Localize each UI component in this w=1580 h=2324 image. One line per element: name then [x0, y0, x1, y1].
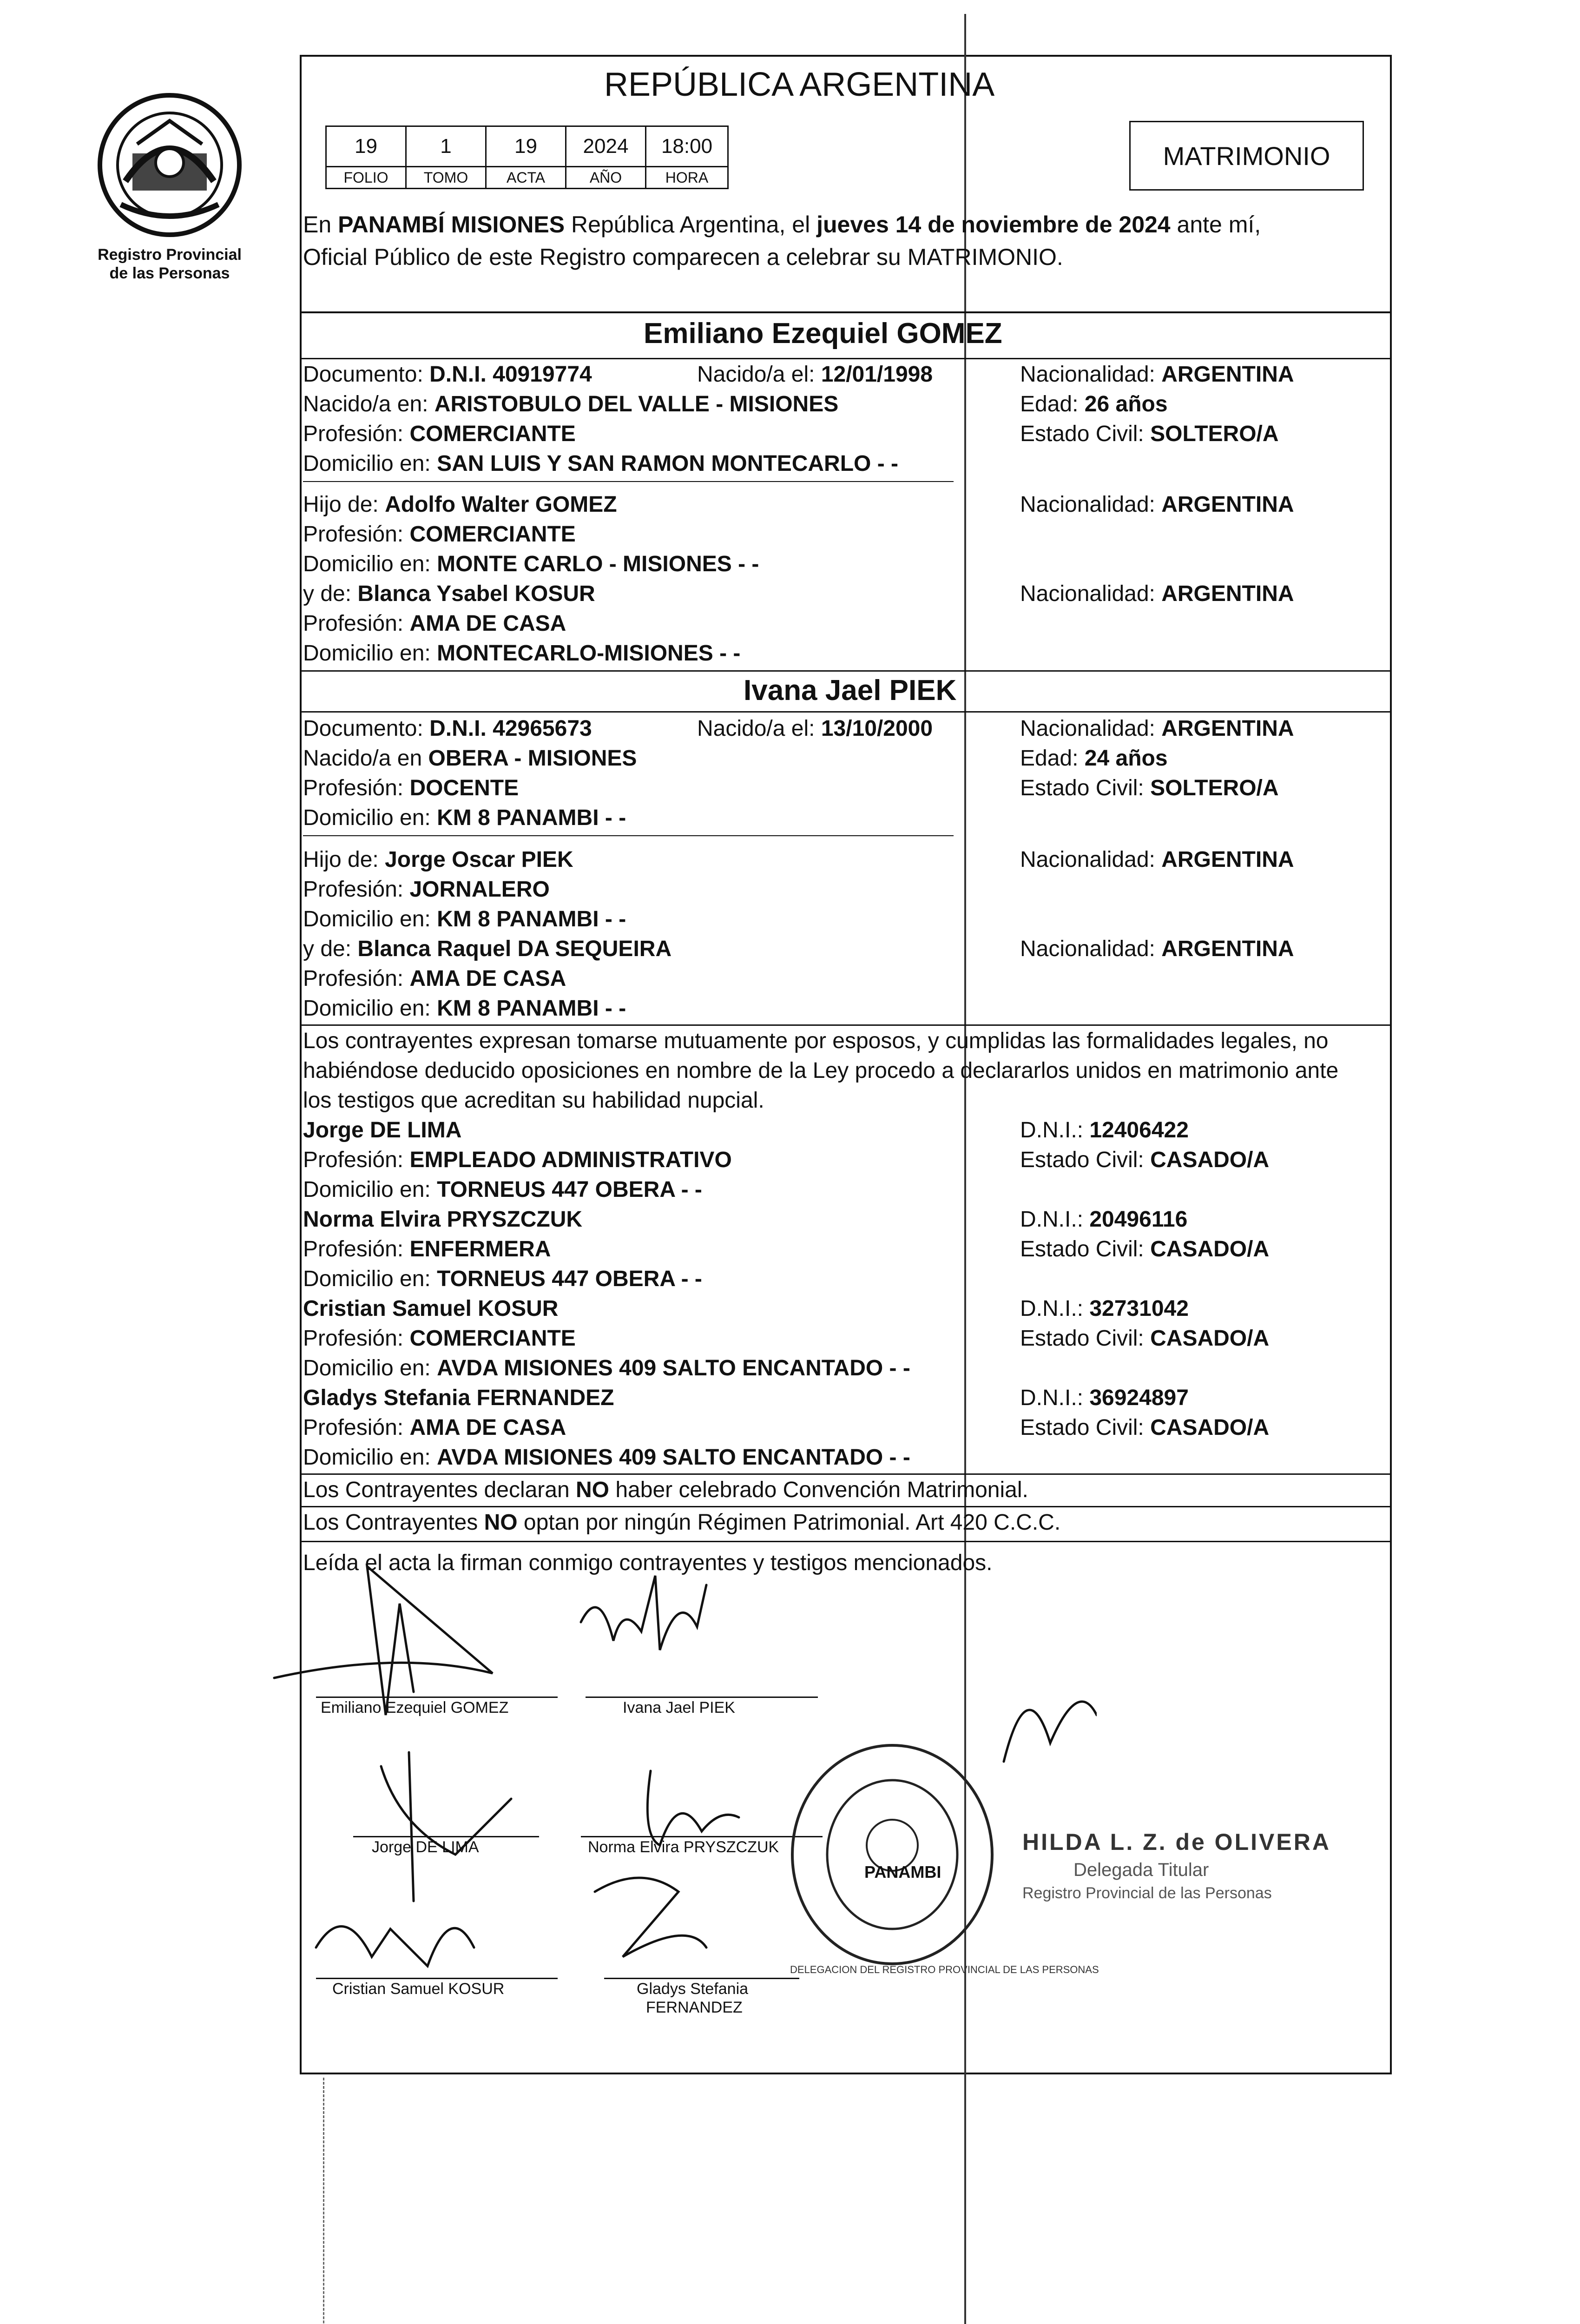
- divider: [303, 835, 954, 836]
- folio-value: 19: [325, 125, 407, 167]
- prof-label: Profesión:: [303, 1415, 410, 1440]
- witness-civil: CASADO/A: [1150, 1237, 1270, 1261]
- declaration-line1: Los contrayentes expresan tomarse mutuamente por esposos, y cumplidas las formalidades legales, no: [303, 1029, 1329, 1053]
- spouse2-father-prof: JORNALERO: [409, 877, 550, 902]
- official-signature-icon: [1004, 1702, 1097, 1762]
- doc-label: Documento:: [303, 716, 430, 741]
- witness-prof: EMPLEADO ADMINISTRATIVO: [409, 1148, 732, 1172]
- spouse1-birthplace: ARISTOBULO DEL VALLE - MISIONES: [434, 392, 839, 416]
- father-label: Hijo de:: [303, 492, 385, 517]
- hora-label: HORA: [645, 166, 729, 189]
- nat-label: Nacionalidad:: [1020, 362, 1162, 387]
- civil-label: Estado Civil:: [1020, 776, 1151, 800]
- signature-4-icon: [647, 1771, 739, 1845]
- prof-label: Profesión:: [303, 776, 410, 800]
- signature-name-2: Ivana Jael PIEK: [623, 1699, 735, 1717]
- mother-label: y de:: [303, 581, 358, 606]
- stamp-ring: DELEGACION DEL REGISTRO PROVINCIAL DE LAS PERSONAS: [790, 1964, 1099, 1975]
- declaration-line3: los testigos que acreditan su habilidad nupcial.: [303, 1088, 764, 1113]
- signature-2-icon: [581, 1576, 706, 1650]
- spouse2-name: Ivana Jael PIEK: [744, 674, 957, 706]
- witness-name: Norma Elvira PRYSZCZUK: [303, 1207, 583, 1232]
- declaration-line2: habiéndose deducido oposiciones en nombre de la Ley procedo a declararlos unidos en matrimonio ante: [303, 1058, 1339, 1083]
- divider: [300, 711, 1392, 713]
- witness-name: Jorge DE LIMA: [303, 1118, 462, 1142]
- delegation-stamp: [785, 1738, 1099, 1975]
- anio-value: 2024: [565, 125, 646, 167]
- spouse2-nat: ARGENTINA: [1161, 716, 1294, 741]
- spouse1-mother-nat: ARGENTINA: [1161, 581, 1294, 606]
- witness-civil: CASADO/A: [1150, 1148, 1270, 1172]
- civil-label: Estado Civil:: [1020, 422, 1151, 446]
- civil-label: Estado Civil:: [1020, 1326, 1151, 1351]
- intro-suffix: ante mí,: [1170, 211, 1261, 238]
- age-label: Edad:: [1020, 746, 1085, 771]
- page-title: REPÚBLICA ARGENTINA: [604, 66, 995, 103]
- doc-label: Documento:: [303, 362, 430, 387]
- witness-name: Gladys Stefania FERNANDEZ: [303, 1386, 614, 1410]
- spouse1-father-prof: COMERCIANTE: [409, 522, 576, 547]
- witness-dni: 36924897: [1089, 1386, 1189, 1410]
- logo-line2: de las Personas: [109, 264, 230, 282]
- spouse2-mother-dom: KM 8 PANAMBI - -: [437, 996, 626, 1021]
- dom-label: Domicilio en:: [303, 641, 437, 666]
- nat-label: Nacionalidad:: [1020, 847, 1162, 872]
- section-divider: [300, 1473, 1392, 1475]
- spouse1-mother-prof: AMA DE CASA: [409, 611, 566, 636]
- spouse1-doc: D.N.I. 40919774: [429, 362, 592, 387]
- civil-label: Estado Civil:: [1020, 1148, 1151, 1172]
- signature-name-5: Cristian Samuel KOSUR: [332, 1980, 505, 1998]
- spouse2-father: Jorge Oscar PIEK: [385, 847, 573, 872]
- dom-label: Domicilio en:: [303, 1177, 437, 1202]
- convention-no: NO: [576, 1478, 610, 1502]
- spouse2-mother-nat: ARGENTINA: [1161, 937, 1294, 961]
- signature-5-icon: [316, 1927, 474, 1966]
- dni-label: D.N.I.:: [1020, 1386, 1090, 1410]
- signature-3-icon: [381, 1752, 511, 1901]
- dni-label: D.N.I.:: [1020, 1296, 1090, 1321]
- hora-value: 18:00: [645, 125, 729, 167]
- spouse1-mother: Blanca Ysabel KOSUR: [357, 581, 595, 606]
- section-divider: [300, 1024, 1392, 1026]
- witness-civil: CASADO/A: [1150, 1415, 1270, 1440]
- nat-label: Nacionalidad:: [1020, 492, 1162, 517]
- witness-prof: COMERCIANTE: [409, 1326, 576, 1351]
- spouse1-dom: SAN LUIS Y SAN RAMON MONTECARLO - -: [437, 451, 898, 476]
- spouse2-age: 24 años: [1084, 746, 1168, 771]
- spouse2-prof: DOCENTE: [409, 776, 519, 800]
- spouse1-mother-dom: MONTECARLO-MISIONES - -: [437, 641, 741, 666]
- regime-suffix: optan por ningún Régimen Patrimonial. Art 420 C.C.C.: [517, 1510, 1061, 1535]
- civil-label: Estado Civil:: [1020, 1415, 1151, 1440]
- spouse1-civil: SOLTERO/A: [1150, 422, 1279, 446]
- spouse2-father-nat: ARGENTINA: [1161, 847, 1294, 872]
- regime-line: [303, 1510, 1060, 1536]
- witness-prof: ENFERMERA: [409, 1237, 551, 1261]
- convention-suffix: haber celebrado Convención Matrimonial.: [609, 1478, 1028, 1502]
- dom-label: Domicilio en:: [303, 1356, 437, 1380]
- prof-label: Profesión:: [303, 966, 410, 991]
- section-divider: [300, 311, 1392, 313]
- dom-label: Domicilio en:: [303, 996, 437, 1021]
- prof-label: Profesión:: [303, 611, 410, 636]
- signature-name-3: Jorge DE LIMA: [372, 1838, 479, 1856]
- prof-label: Profesión:: [303, 1148, 410, 1172]
- intro-mid: República Argentina, el: [565, 211, 817, 238]
- nat-label: Nacionalidad:: [1020, 937, 1162, 961]
- spouse1-father-nat: ARGENTINA: [1161, 492, 1294, 517]
- anio-label: AÑO: [565, 166, 646, 189]
- divider: [300, 358, 1392, 359]
- witness-dom: TORNEUS 447 OBERA - -: [437, 1177, 702, 1202]
- divider: [303, 481, 954, 482]
- official-name: HILDA L. Z. de OLIVERA: [1022, 1829, 1331, 1855]
- section-divider: [300, 1541, 1392, 1542]
- official-org: Registro Provincial de las Personas: [1022, 1884, 1272, 1902]
- spouse2-father-dom: KM 8 PANAMBI - -: [437, 907, 626, 931]
- witness-dni: 20496116: [1089, 1207, 1188, 1232]
- spouse1-father-dom: MONTE CARLO - MISIONES - -: [437, 552, 759, 576]
- registry-logo: [93, 88, 246, 242]
- spouse1-name: Emiliano Ezequiel GOMEZ: [644, 317, 1002, 350]
- margin-line: [323, 2078, 324, 2324]
- dom-label: Domicilio en:: [303, 907, 437, 931]
- witness-dom: AVDA MISIONES 409 SALTO ENCANTADO - -: [437, 1356, 910, 1380]
- intro-line1: [303, 211, 1261, 238]
- province-seal-icon: [93, 88, 246, 242]
- father-label: Hijo de:: [303, 847, 385, 872]
- spouse2-civil: SOLTERO/A: [1150, 776, 1279, 800]
- acta-value: 19: [485, 125, 566, 167]
- spouse2-mother-prof: AMA DE CASA: [409, 966, 566, 991]
- logo-line1: Registro Provincial: [98, 246, 242, 264]
- born-label: Nacido/a el:: [697, 716, 821, 741]
- intro-prefix: En: [303, 211, 338, 238]
- prof-label: Profesión:: [303, 1237, 410, 1261]
- convention-prefix: Los Contrayentes declaran: [303, 1478, 576, 1502]
- born-label: Nacido/a el:: [697, 362, 821, 387]
- round-stamp-icon: [785, 1738, 999, 1971]
- convention-line: [303, 1477, 1028, 1503]
- prof-label: Profesión:: [303, 1326, 410, 1351]
- spouse1-prof: COMERCIANTE: [409, 422, 576, 446]
- signature-6-icon: [595, 1878, 706, 1957]
- dom-label: Domicilio en:: [303, 552, 437, 576]
- birthplace-label: Nacido/a en: [303, 746, 428, 771]
- dni-label: D.N.I.:: [1020, 1118, 1090, 1142]
- intro-date: jueves 14 de noviembre de 2024: [816, 211, 1171, 238]
- intro-place: PANAMBÍ MISIONES: [338, 211, 565, 238]
- spouse2-doc: D.N.I. 42965673: [429, 716, 592, 741]
- signature-name-6b: FERNANDEZ: [646, 1999, 743, 2016]
- prof-label: Profesión:: [303, 877, 410, 902]
- acta-label: ACTA: [485, 166, 566, 189]
- mother-label: y de:: [303, 937, 358, 961]
- signature-name-6a: Gladys Stefania: [637, 1980, 749, 1998]
- official-role: Delegada Titular: [1073, 1860, 1209, 1880]
- spouse2-mother: Blanca Raquel DA SEQUEIRA: [357, 937, 672, 961]
- witness-dom: TORNEUS 447 OBERA - -: [437, 1267, 702, 1291]
- witness-dni: 32731042: [1089, 1296, 1189, 1321]
- prof-label: Profesión:: [303, 522, 410, 547]
- nat-label: Nacionalidad:: [1020, 581, 1162, 606]
- tomo-label: TOMO: [405, 166, 487, 189]
- age-label: Edad:: [1020, 392, 1085, 416]
- witness-dom: AVDA MISIONES 409 SALTO ENCANTADO - -: [437, 1445, 910, 1470]
- witness-dni: 12406422: [1089, 1118, 1189, 1142]
- signature-name-1: Emiliano Ezequiel GOMEZ: [321, 1699, 509, 1717]
- spouse1-born: 12/01/1998: [821, 362, 933, 387]
- stamp-center: PANAMBI: [864, 1862, 941, 1882]
- folio-label: FOLIO: [325, 166, 407, 189]
- signature-1-icon: [274, 1566, 493, 1715]
- witness-prof: AMA DE CASA: [409, 1415, 566, 1440]
- dom-label: Domicilio en:: [303, 805, 437, 830]
- spouse1-father: Adolfo Walter GOMEZ: [385, 492, 617, 517]
- regime-prefix: Los Contrayentes: [303, 1510, 484, 1535]
- regime-no: NO: [484, 1510, 518, 1535]
- dom-label: Domicilio en:: [303, 1267, 437, 1291]
- dni-label: D.N.I.:: [1020, 1207, 1090, 1232]
- divider: [300, 1506, 1392, 1507]
- dom-label: Domicilio en:: [303, 1445, 437, 1470]
- tomo-value: 1: [405, 125, 487, 167]
- civil-label: Estado Civil:: [1020, 1237, 1151, 1261]
- section-divider: [300, 670, 1392, 672]
- signature-name-4: Norma Elvira PRYSZCZUK: [588, 1838, 779, 1856]
- spouse2-birthplace: OBERA - MISIONES: [428, 746, 637, 771]
- witness-civil: CASADO/A: [1150, 1326, 1270, 1351]
- spouse2-born: 13/10/2000: [821, 716, 933, 741]
- spouse2-dom: KM 8 PANAMBI - -: [437, 805, 626, 830]
- spouse1-age: 26 años: [1084, 392, 1168, 416]
- act-type-box: MATRIMONIO: [1129, 121, 1364, 191]
- closing-text: Leída el acta la firman conmigo contrayentes y testigos mencionados.: [303, 1551, 993, 1575]
- birthplace-label: Nacido/a en:: [303, 392, 434, 416]
- nat-label: Nacionalidad:: [1020, 716, 1162, 741]
- dom-label: Domicilio en:: [303, 451, 437, 476]
- intro-line2: Oficial Público de este Registro comparecen a celebrar su MATRIMONIO.: [303, 244, 1063, 270]
- witness-name: Cristian Samuel KOSUR: [303, 1296, 559, 1321]
- prof-label: Profesión:: [303, 422, 410, 446]
- spouse1-nat: ARGENTINA: [1161, 362, 1294, 387]
